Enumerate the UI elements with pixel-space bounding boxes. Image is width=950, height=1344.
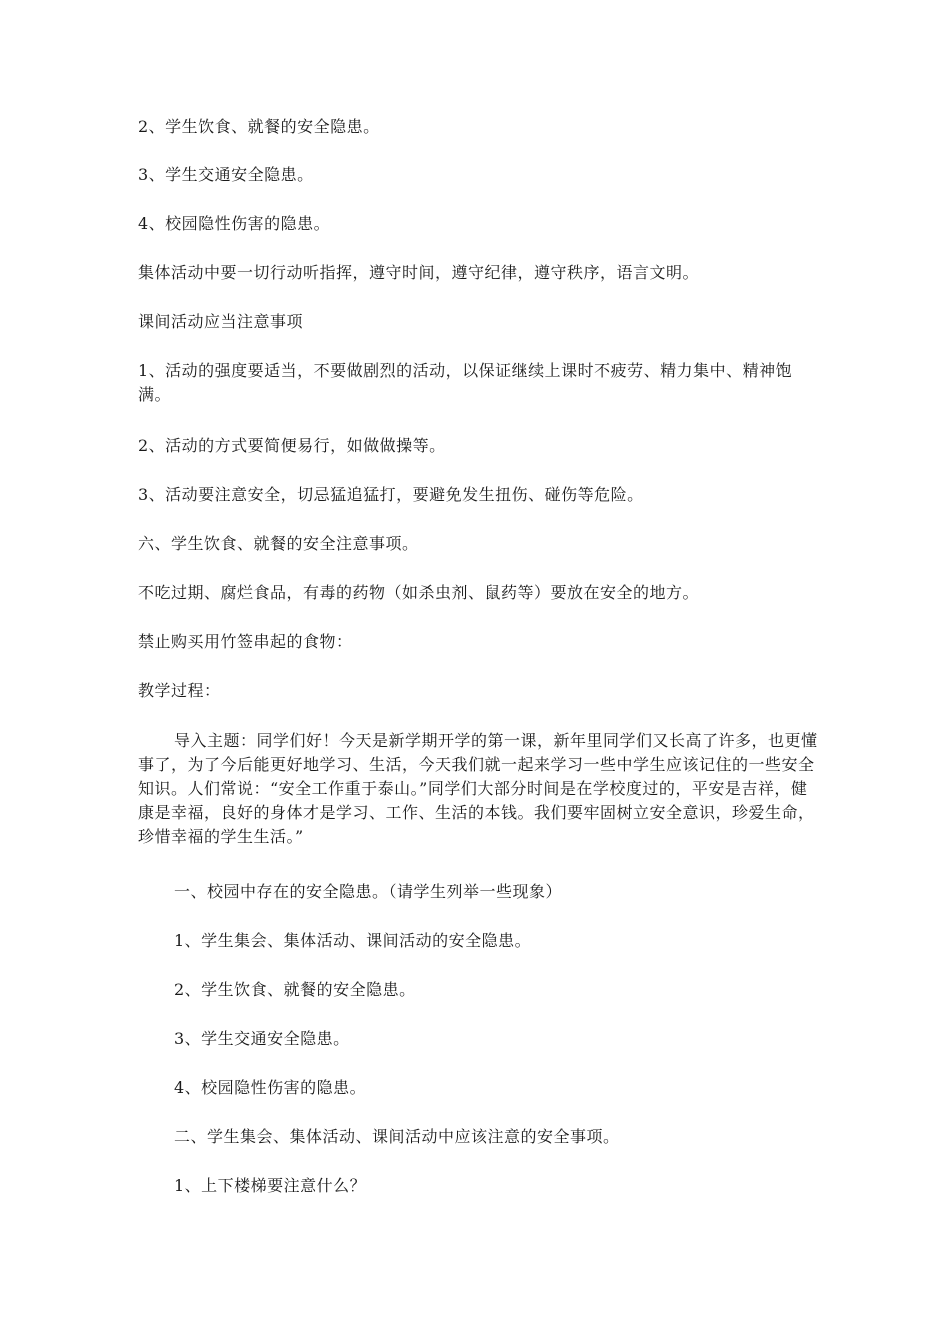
paragraph: 2、学生饮食、就餐的安全隐患。 xyxy=(138,117,380,136)
paragraph: 禁止购买用竹签串起的食物： xyxy=(138,632,353,651)
list-item: 2、学生饮食、就餐的安全隐患。 xyxy=(174,980,416,999)
list-item: 3、学生交通安全隐患。 xyxy=(174,1029,350,1048)
paragraph: 3、活动要注意安全，切忌猛追猛打，要避免发生扭伤、碰伤等危险。 xyxy=(138,485,644,504)
paragraph: 不吃过期、腐烂食品，有毒的药物（如杀虫剂、鼠药等）要放在安全的地方。 xyxy=(138,583,700,602)
paragraph: 2、活动的方式要简便易行，如做做操等。 xyxy=(138,436,446,455)
list-item: 1、学生集会、集体活动、课间活动的安全隐患。 xyxy=(174,931,532,950)
list-item: 4、校园隐性伤害的隐患。 xyxy=(174,1078,367,1097)
section-heading: 六、学生饮食、就餐的安全注意事项。 xyxy=(138,534,419,553)
list-item: 1、上下楼梯要注意什么？ xyxy=(174,1176,367,1195)
paragraph: 3、学生交通安全隐患。 xyxy=(138,165,314,184)
paragraph: 1、活动的强度要适当，不要做剧烈的活动，以保证继续上课时不疲劳、精力集中、精神饱满。 xyxy=(138,361,793,404)
intro-paragraph: 导入主题：同学们好！今天是新学期开学的第一课，新年里同学们又长高了许多，也更懂事了，为了今后能更好地学习、生活，今天我们就一起来学习一些中学生应该记住的一些安全知识。人们常说：“安全工作重于泰山。”同学们大部分时间是在学校度过的，平安是吉祥，健康是幸福，良好的身体才是学习、工作、生活的本钱。我们要牢固树立安全意识，珍爱生命，珍惜幸福的学生生活。” xyxy=(138,731,818,846)
section-heading: 课间活动应当注意事项 xyxy=(138,312,304,331)
section-heading: 教学过程： xyxy=(138,681,221,700)
paragraph: 集体活动中要一切行动听指挥，遵守时间，遵守纪律，遵守秩序，语言文明。 xyxy=(138,263,700,282)
section-heading: 一、校园中存在的安全隐患。（请学生列举一些现象） xyxy=(174,882,563,901)
section-heading: 二、学生集会、集体活动、课间活动中应该注意的安全事项。 xyxy=(174,1127,620,1146)
paragraph: 4、校园隐性伤害的隐患。 xyxy=(138,214,331,233)
